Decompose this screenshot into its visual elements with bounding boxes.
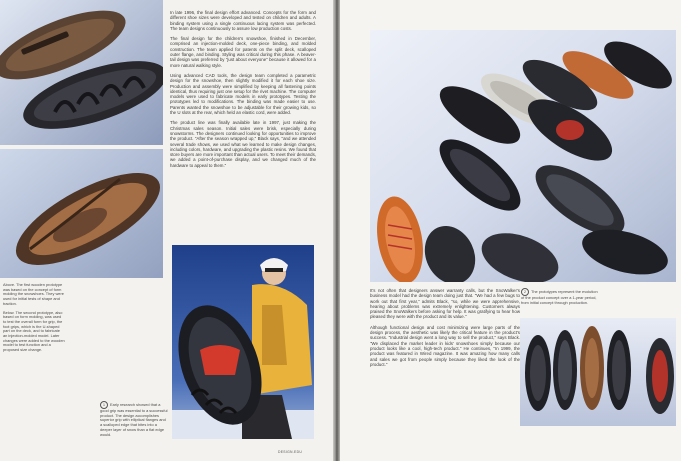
photo-prototypes-lineup [370,30,676,282]
right-main-text [370,288,520,372]
side-caption-above: Above. The first wooden prototype was based on the concept of form molding the snowshoes. They were used for initial tests of shape and traction. [3,282,64,306]
person-snowshoe-illustration [172,245,314,439]
side-captions [3,283,65,357]
caption-number: 2 [521,288,529,296]
right-page [340,0,681,461]
prototypes-lineup-illustration [370,30,676,282]
paragraph: Using advanced CAD tools, the design team completed a parametric design for the snowshoe, then slightly modified it for each shoe size. Production and assembly were simplified by keeping all fastening points identical, thus requiring just one setup for the rivet machine. The computer models were used to fabricate models in early prototypes. Testing the prototypes led to modifications. The binding was made easier to use. Parents wanted the snowshoe to be adjustable for their growing kids, so the U slots at the rear, which held an elastic cord, were added. [170,72,316,116]
caption-text: Early research showed that a good grip was essential to a successful product. The design accomplishes superior grip with elliptical flanges and a scalloped edge that bites into a deeper layer of snow than a flat edge would. [100,402,168,437]
photo-wooden-prototype [0,149,163,278]
snowshoe-illustration-top [0,0,163,145]
paragraph: In late 1996, the final design effort advanced. Concepts for the form and different shoe sizes were developed and tested on children and adults. A binding system using a single continuous lacing system was perfected. The team designs continuously to assure low production costs. [170,10,316,31]
photo-caption [100,401,168,437]
paragraph: Although functional design and cost minimizing were large parts of the design process, the aesthetic was likely the critical feature in the product's success. "Industrial design went a long way to sell the product," says Black. "We displaced the market leader in kids' snowshoes simply because our product looks like a cool, high-tech product." He continues, "In 1999, the product was featured in Wired magazine. It was amazing how many calls and sales we got from people simply because they liked the look of the product." [370,324,520,367]
folio: DESIGN.EDU [278,450,303,454]
paragraph: The product line was finally available late in 1997, just making the Christmas sales season. Initial sales were brisk, especially during snowstorms. The designers continued looking for opportunities to improve the product. "After the season wrapped up," Black says, "and we attended several trade shows, we used what we learned to make design changes, including colors, hardware, and upgrading the plastic resins. We found that store buyers are more important than actual users. To meet their demands, we added a point-of-purchase display, and we changed much of the hardware to appeal to them." [170,120,316,168]
caption-text: The prototypes represent the evolution of the product concept over a 1-year period, from initial concept through production. [521,289,598,305]
photo-person-snowshoe [172,245,314,439]
prototypes-row-illustration [520,318,676,426]
paragraph: It's not often that designers answer warranty calls, but the SnoWalker's business model had the design team doing just that. "We had a few bugs to work out that first year," admits Black, "so, while we were apprehensive, hearing about problems was extremely enlightening. Customers always praised the SnoWalkers before asking for help. It was gratifying to hear how pleased they were with the product and its value." [370,288,520,320]
left-page [0,0,333,461]
paragraph: The final design for the children's snowshoe, finished in December, comprised an injection-molded deck, one-piece binding, and molded construction. The team applied for patents on the split deck, scalloped outer flange, and binding. Styling was critical during this phase. A beaver-tail design was preferred by "just about everyone" because it allowed for a more natural walking style. [170,36,316,68]
page-gutter [333,0,340,461]
wooden-prototype-illustration [0,149,163,278]
left-main-text [170,10,316,173]
caption-number: 1 [100,401,108,409]
photo-prototypes-row [520,318,676,426]
side-caption-below: Below. The second prototype, also based on form molding, was used to test the overall form for grip, the foot grips, which is the U-shaped part on the deck, and to fabricate an injection-molded model. Later changes were added to the wooden model to test function and a proposed size change. [3,309,65,353]
photo-snowshoes-top [0,0,163,145]
prototypes-caption [521,288,601,305]
